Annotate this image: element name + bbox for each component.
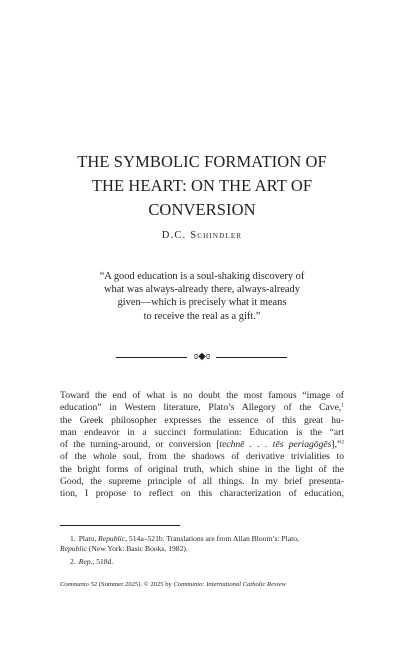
title-line: CONVERSION: [148, 200, 256, 219]
body-line-text: Good, the supreme principle of all things. In my brief presenta-: [60, 476, 344, 488]
footnote-rule: [60, 525, 180, 526]
epigraph-line: to receive the real as a gift.”: [143, 310, 261, 322]
footnote-number: 1.: [70, 534, 76, 543]
footnote-line: [60, 534, 344, 544]
title-line: THE SYMBOLIC FORMATION OF: [77, 152, 327, 171]
journal-full-name: Communio: International Catholic Review: [173, 581, 287, 588]
body-line: [60, 464, 344, 476]
footnote-text: , 518d.: [92, 556, 114, 566]
epigraph-quote: [60, 270, 344, 323]
body-line-text: of the whole soul, from the shadows of derivative trivialities to: [60, 451, 344, 463]
greek-term: technē . . . tēs periagōgēs: [219, 439, 332, 451]
body-line: [60, 415, 344, 427]
footnote-text: , 514a–521b. Translations are from Allan Bloom’s: Plato,: [125, 534, 299, 543]
author-name: D.C. Schindler: [161, 230, 243, 241]
footnote-line: [60, 544, 344, 554]
footnote-title: Republic: [60, 543, 87, 553]
footnote-ref-2[interactable]: 2: [341, 439, 344, 446]
epigraph-line: what was always-already there, always-already: [104, 284, 300, 296]
article-title: [40, 150, 364, 222]
fleuron-ornament-icon: ɞ◆ɞ: [193, 351, 211, 362]
epigraph-line: given—which is precisely what it means: [117, 297, 287, 309]
title-line: THE HEART: ON THE ART OF: [91, 176, 313, 195]
body-line-text: education” in Western literature, Plato’s Allegory of the Cave,: [60, 402, 342, 414]
footnote-text: (New York: Basic Books, 1982).: [87, 543, 188, 553]
body-line-text: Toward the end of what is no doubt the most famous “image of: [60, 390, 344, 401]
footnote-ref-1[interactable]: 1: [341, 402, 344, 409]
section-ornament: [0, 350, 404, 364]
footnote-1: [60, 534, 344, 553]
body-line-text: the Greek philosopher expresses the essence of this great hu-: [60, 414, 344, 426]
footnote-text: Plato,: [78, 534, 99, 543]
body-line: [60, 427, 344, 439]
body-line: [60, 390, 344, 402]
footnote-2: [60, 557, 344, 567]
journal-text: 52 (Summer 2025). © 2025 by: [88, 581, 174, 588]
footnote-line: [60, 557, 344, 567]
body-line: [60, 439, 344, 451]
journal-citation: [60, 580, 350, 589]
footnotes: [60, 534, 344, 570]
ornament-rule-left: [116, 357, 187, 358]
footnote-title: Republic: [98, 534, 126, 543]
body-line: [60, 402, 344, 414]
body-line-text: tion, I propose to reflect on this characterization of education,: [60, 488, 344, 500]
body-line-text: the bright forms of original truth, which shine in the light of the: [60, 463, 344, 475]
footnote-number: 2.: [70, 556, 76, 566]
body-line: [60, 476, 344, 488]
footnote-title: Rep.: [78, 556, 93, 566]
body-line: [60, 451, 344, 463]
ornament-rule-right: [216, 357, 287, 358]
journal-name: Communio: [60, 581, 89, 588]
body-line-text: man endeavor in a succinct formulation: Education is the “art: [60, 426, 344, 438]
epigraph-line: “A good education is a soul-shaking discovery of: [99, 271, 305, 282]
body-paragraph: [60, 390, 344, 501]
body-line: [60, 488, 344, 500]
body-line-text: ],”: [331, 439, 342, 451]
body-line-text: of the turning-around, or conversion [: [60, 439, 220, 451]
